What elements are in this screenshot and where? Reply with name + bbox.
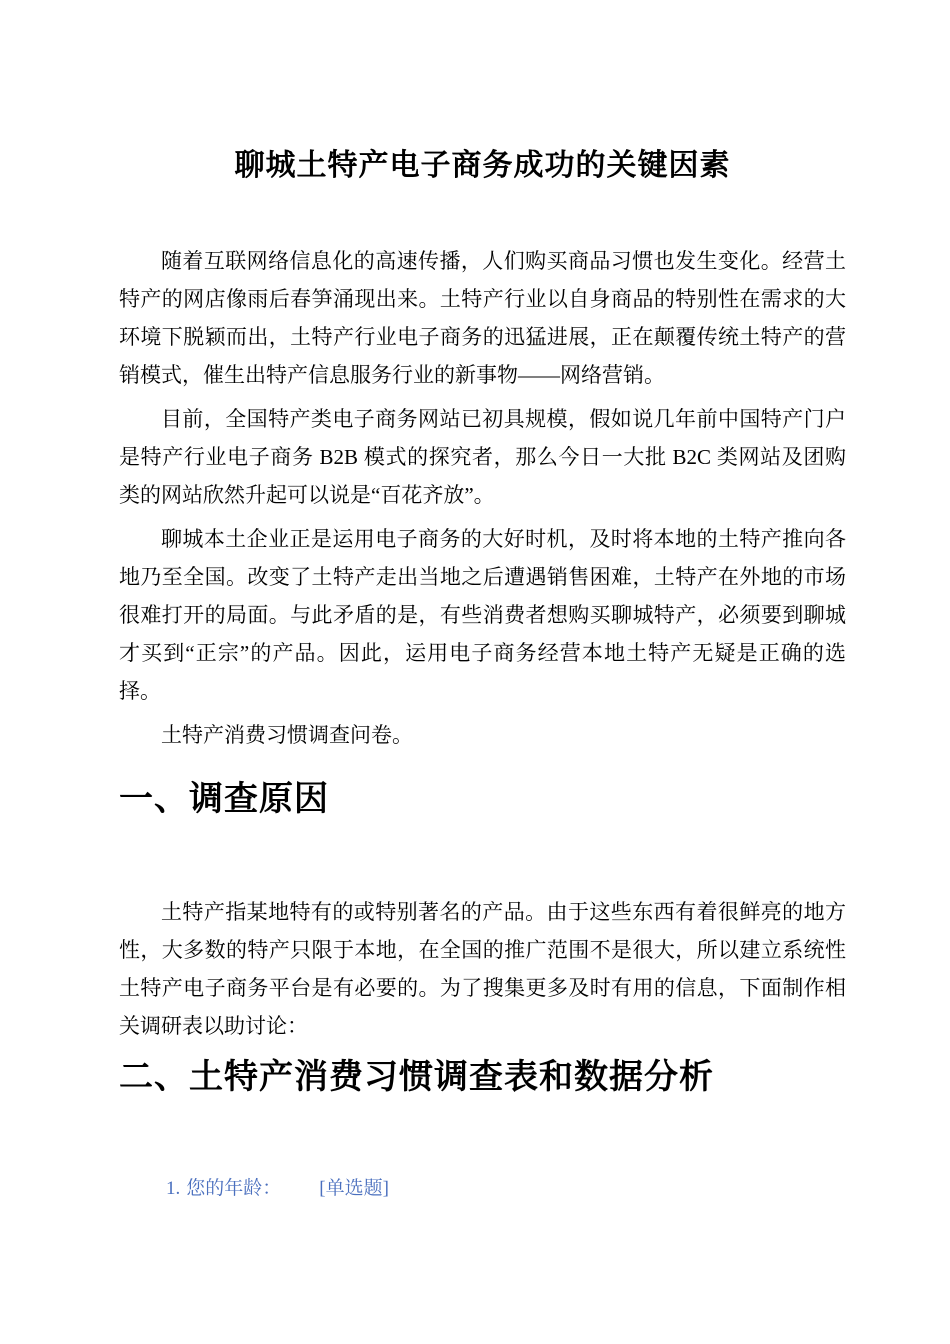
question-number: 1. (166, 1177, 181, 1199)
intro-paragraph-2: 目前，全国特产类电子商务网站已初具规模，假如说几年前中国特产门户是特产行业电子商务 B2B 模式的探究者，那么今日一大批 B2C 类网站及团购类的网站欣然升起可以说是“百花齐放”。 (119, 407, 846, 507)
question-type-tag: [单选题] (319, 1177, 389, 1199)
document-title: 聊城土特产电子商务成功的关键因素 (234, 149, 731, 182)
section1-paragraph: 土特产指某地特有的或特别著名的产品。由于这些东西有着很鲜亮的地方性，大多数的特产只限于本地，在全国的推广范围不是很大，所以建立系统性土特产电子商务平台是有必要的。为了搜集更多及时有用的信息，下面制作相关调研表以助讨论： (119, 899, 846, 1038)
question-line (119, 1178, 846, 1200)
intro-paragraph-3: 聊城本土企业正是运用电子商务的大好时机，及时将本地的土特产推向各地乃至全国。改变了土特产走出当地之后遭遇销售困难，土特产在外地的市场很难打开的局面。与此矛盾的是，有些消费者想购买聊城特产，必须要到聊城才买到“正宗”的产品。因此，运用电子商务经营本地土特产无疑是正确的选择。 (119, 527, 846, 703)
survey-note-paragraph: 土特产消费习惯调查问卷。 (161, 723, 413, 747)
section-heading-survey-reason: 一、调查原因 (119, 781, 329, 818)
section-heading-survey-table: 二、土特产消费习惯调查表和数据分析 (119, 1058, 714, 1096)
intro-paragraph-1: 随着互联网络信息化的高速传播，人们购买商品习惯也发生变化。经营土特产的网店像雨后春笋涌现出来。土特产行业以自身商品的特别性在需求的大环境下脱颖而出，土特产行业电子商务的迅猛进展，正在颠覆传统土特产的营销模式，催生出特产信息服务行业的新事物——网络营销。 (119, 249, 846, 387)
question-label: 您的年龄： (186, 1177, 282, 1199)
